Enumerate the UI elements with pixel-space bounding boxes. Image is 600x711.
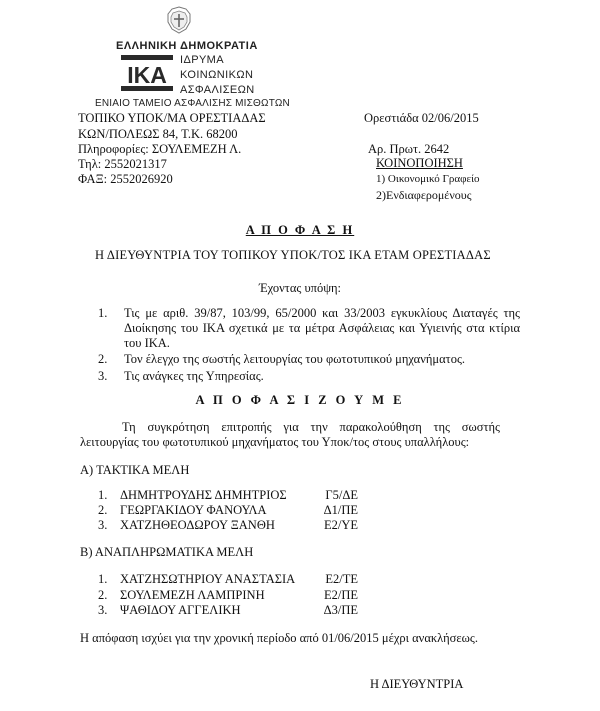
signature-title: Η ΔΙΕΥΘΥΝΤΡΙΑ <box>370 677 464 691</box>
member-row <box>98 572 358 587</box>
sender-address: ΚΩΝ/ΠΟΛΕΩΣ 84, Τ.Κ. 68200 <box>78 127 238 141</box>
alternate-members-heading: Β) ΑΝΑΠΛΗΡΩΜΑΤΙΚΑ ΜΕΛΗ <box>80 545 254 559</box>
item-number: 3. <box>98 369 108 383</box>
member-name: ΨΑΘΙΔΟΥ ΑΓΓΕΛΙΚΗ <box>120 603 241 617</box>
consideration-item <box>80 352 520 367</box>
consideration-item <box>80 369 520 384</box>
sender-phone: Τηλ: 2552021317 <box>78 157 167 171</box>
we-decide-title: Α Π Ο Φ Α Σ Ι Ζ Ο Υ Μ Ε <box>195 393 405 407</box>
member-row <box>98 503 358 518</box>
koinopoiisi-title: ΚΟΙΝΟΠΟΙΗΣΗ <box>376 156 463 170</box>
member-rank: Δ1/ΠΕ <box>323 503 358 517</box>
government-title: ΕΛΛΗΝΙΚΗ ΔΗΜΟΚΡΑΤΙΑ <box>116 40 258 52</box>
member-row <box>98 488 358 503</box>
member-name: ΔΗΜΗΤΡΟΥΔΗΣ ΔΗΜΗΤΡΙΟΣ <box>120 488 287 502</box>
director-line: Η ΔΙΕΥΘΥΝΤΡΙΑ ΤΟΥ ΤΟΠΙΚΟΥ ΥΠΟΚ/ΤΟΣ ΙΚΑ ΕΤΑΜ ΟΡΕΣΤΙΑΔΑΣ <box>95 248 491 262</box>
member-row <box>98 603 358 618</box>
member-name: ΓΕΩΡΓΑΚΙΔΟΥ ΦΑΝΟΥΛΑ <box>120 503 267 517</box>
koinopoiisi-item-1: 1) Οικονομικό Γραφείο <box>376 173 480 185</box>
item-number: 2. <box>98 352 108 366</box>
ika-logo-text: ΙΚΑ <box>127 62 167 88</box>
member-number: 3. <box>98 518 108 532</box>
protocol-number: Αρ. Πρωτ. 2642 <box>368 142 450 156</box>
considering-heading: Έχοντας υπόψη: <box>258 281 342 295</box>
item-number: 1. <box>98 306 108 320</box>
place-date: Ορεστιάδα 02/06/2015 <box>364 111 479 125</box>
item-text: Τις με αριθ. 39/87, 103/99, 65/2000 και 33/2003 εγκυκλίους Διαταγές της Διοίκησης του ΙΚΑ σχετικά με τα μέτρα Ασφάλειας και Υγιεινής στα κτίρια του ΙΚΑ. <box>124 306 520 350</box>
validity-statement: Η απόφαση ισχύει για την χρονική περίοδο από 01/06/2015 μέχρι ανακλήσεως. <box>80 631 478 645</box>
member-rank: Ε2/ΤΕ <box>325 572 358 586</box>
item-text: Τον έλεγχο της σωστής λειτουργίας του φωτοτυπικού μηχανήματος. <box>124 352 466 366</box>
greek-emblem-icon <box>166 6 192 34</box>
regular-members-heading: Α) ΤΑΚΤΙΚΑ ΜΕΛΗ <box>80 463 190 477</box>
member-row <box>98 588 358 603</box>
member-rank: Δ3/ΠΕ <box>323 603 358 617</box>
member-number: 3. <box>98 603 108 617</box>
member-name: ΧΑΤΖΗΘΕΟΔΩΡΟΥ ΞΑΝΘΗ <box>120 518 275 532</box>
member-rank: Ε2/ΠΕ <box>323 588 358 602</box>
sender-info: Πληροφορίες: ΣΟΥΛΕΜΕΖΗ Λ. <box>78 142 242 156</box>
decision-paragraph: Τη συγκρότηση επιτροπής για την παρακολούθηση της σωστής λειτουργίας του φωτοτυπικού μηχανήματος του Υποκ/τος στους υπαλλήλους: <box>80 420 500 449</box>
ika-line-3: ΑΣΦΑΛΙΣΕΩΝ <box>180 84 255 96</box>
member-name: ΧΑΤΖΗΣΩΤΗΡΙΟΥ ΑΝΑΣΤΑΣΙΑ <box>120 572 296 586</box>
sender-office: ΤΟΠΙΚΟ ΥΠΟΚ/ΜΑ ΟΡΕΣΤΙΑΔΑΣ <box>78 111 266 125</box>
koinopoiisi-item-2: 2)Ενδιαφερομένους <box>376 188 472 202</box>
member-rank: Γ5/ΔΕ <box>325 488 358 502</box>
sender-fax: ΦΑΞ: 2552026920 <box>78 172 173 186</box>
ika-logo <box>121 55 173 91</box>
member-number: 2. <box>98 503 108 517</box>
ika-line-2: ΚΟΙΝΩΝΙΚΩΝ <box>180 69 254 81</box>
fund-name: ΕΝΙΑΙΟ ΤΑΜΕΙΟ ΑΣΦΑΛΙΣΗΣ ΜΙΣΘΩΤΩΝ <box>95 98 290 109</box>
member-rank: Ε2/ΥΕ <box>323 518 358 532</box>
item-text: Τις ανάγκες της Υπηρεσίας. <box>124 369 264 383</box>
member-number: 2. <box>98 588 108 602</box>
member-number: 1. <box>98 488 108 502</box>
member-name: ΣΟΥΛΕΜΕΖΗ ΛΑΜΠΡΙΝΗ <box>120 588 265 602</box>
member-row <box>98 518 358 533</box>
consideration-item <box>80 306 520 351</box>
ika-line-1: ΙΔΡΥΜΑ <box>180 54 224 66</box>
decision-title: Α Π Ο Φ Α Σ Η <box>245 223 355 237</box>
member-number: 1. <box>98 572 108 586</box>
